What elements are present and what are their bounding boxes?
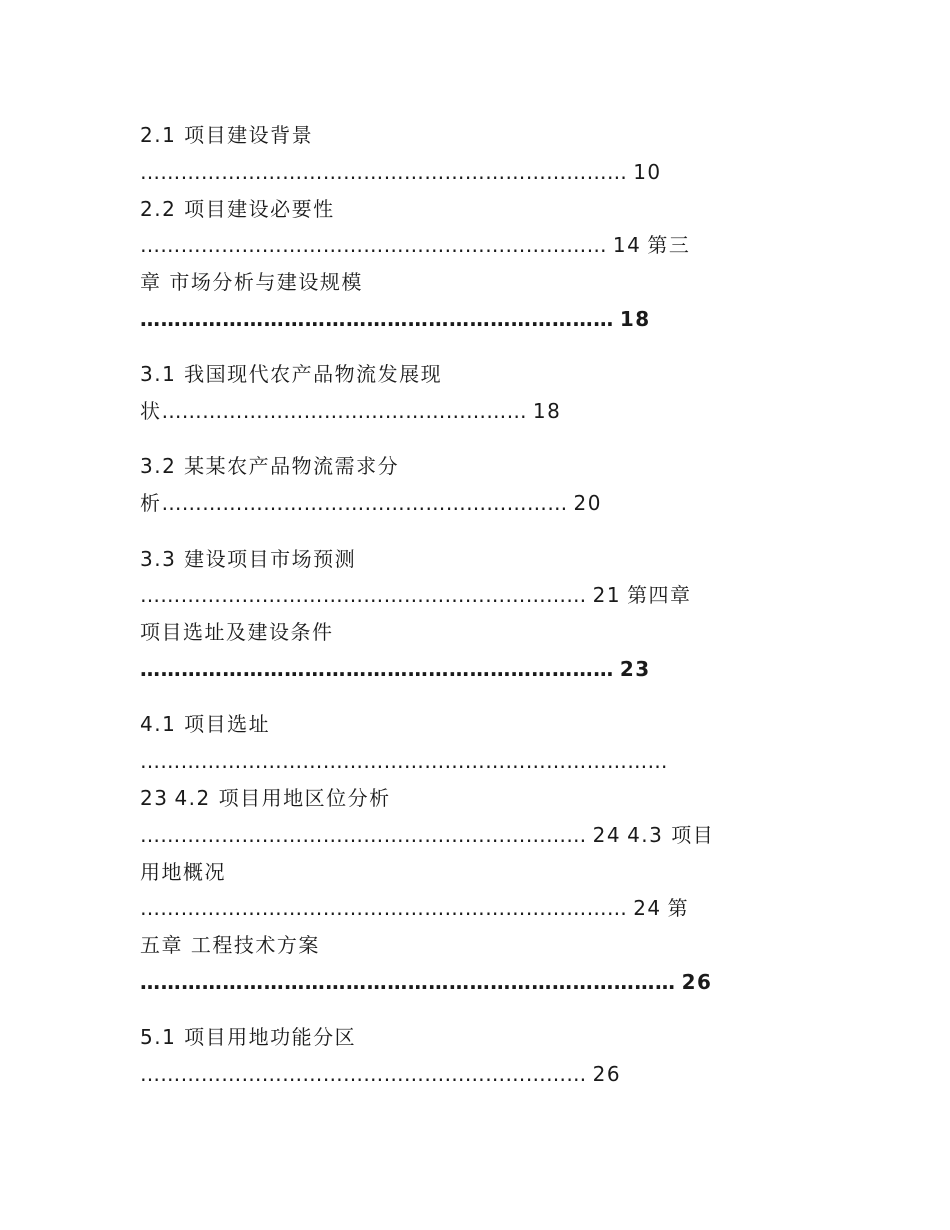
toc-entry-2-1-leader [140,158,662,186]
toc-entry-2-2-leader [140,231,690,259]
toc-title: 4.1 项目选址 [140,712,271,736]
toc-title-continued: 4.3 项目 [627,823,715,847]
toc-entry-3-2-leader [140,489,602,517]
toc-chapter-4-title[interactable] [140,618,334,646]
toc-title: 项目选址及建设条件 [140,620,334,644]
toc-entry-3-2-title[interactable] [140,452,399,480]
dot-leader: …………………………………………………………… [140,657,614,681]
page-number: 24 [592,823,622,847]
toc-title: 章 市场分析与建设规模 [140,270,363,294]
toc-title: 4.2 项目用地区位分析 [174,786,391,810]
page-number: 18 [532,399,562,423]
page-number: 20 [573,491,602,515]
toc-chapter-4-leader [140,655,651,683]
dot-leader: ……………………………………………………………… [140,896,628,920]
dot-leader: ………………………………………………………… [140,1062,587,1086]
page-number: 14 [612,233,642,257]
toc-title-continued: 第 [667,896,690,920]
toc-entry-3-3-leader [140,581,692,609]
dot-leader: …………………………………………………………………… [140,749,668,773]
dot-leader: ………………………………………………………… [140,823,587,847]
toc-title: 五章 工程技术方案 [140,933,320,957]
toc-entry-3-3-title[interactable] [140,545,356,573]
toc-title-continued: 第四章 [627,583,692,607]
toc-entry-4-3-leader [140,894,689,922]
toc-chapter-3-title[interactable] [140,268,363,296]
page-number: 23 [140,786,169,810]
toc-title: 2.2 项目建设必要性 [140,197,335,221]
page-number: 26 [592,1062,622,1086]
toc-chapter-5-title[interactable] [140,931,320,959]
toc-entry-5-1-title[interactable] [140,1023,356,1051]
toc-entry-4-2-leader [140,821,714,849]
dot-leader: …………………………………………………………………… [140,970,676,994]
dot-leader: ……………………………………………… [161,399,527,423]
toc-entry-4-1-title[interactable] [140,710,270,738]
toc-title: 5.1 项目用地功能分区 [140,1025,357,1049]
toc-entry-3-1-title[interactable] [140,360,442,388]
toc-title: 3.2 某某农产品物流需求分 [140,454,400,478]
page-number: 18 [619,307,651,331]
dot-leader: ……………………………………………………………… [140,160,628,184]
toc-entry-2-2-title[interactable] [140,195,335,223]
toc-entry-5-1-leader [140,1060,621,1088]
toc-title: 3.3 建设项目市场预测 [140,547,357,571]
dot-leader: …………………………………………………………… [140,307,614,331]
page-number: 10 [633,160,662,184]
toc-title-continued: 析 [140,491,162,515]
toc-title: 3.1 我国现代农产品物流发展现 [140,362,443,386]
toc-chapter-5-leader [140,968,712,996]
toc-entry-3-1-leader [140,397,561,425]
page-number: 23 [619,657,651,681]
toc-entry-2-1-title[interactable] [140,121,313,149]
toc-chapter-3-leader [140,305,651,333]
toc-title: 2.1 项目建设背景 [140,123,314,147]
page-number: 24 [633,896,662,920]
dot-leader: …………………………………………………… [161,491,568,515]
toc-title-continued: 状 [140,399,162,423]
page-number: 21 [592,583,622,607]
dot-leader: ………………………………………………………… [140,583,587,607]
dot-leader: …………………………………………………………… [140,233,607,257]
toc-entry-4-2-title[interactable] [140,784,391,812]
toc-title-continued: 第三 [647,233,691,257]
page-number: 26 [681,970,713,994]
toc-title: 用地概况 [140,860,226,884]
toc-entry-4-3-title[interactable] [140,858,226,886]
toc-entry-4-1-leader [140,747,668,775]
